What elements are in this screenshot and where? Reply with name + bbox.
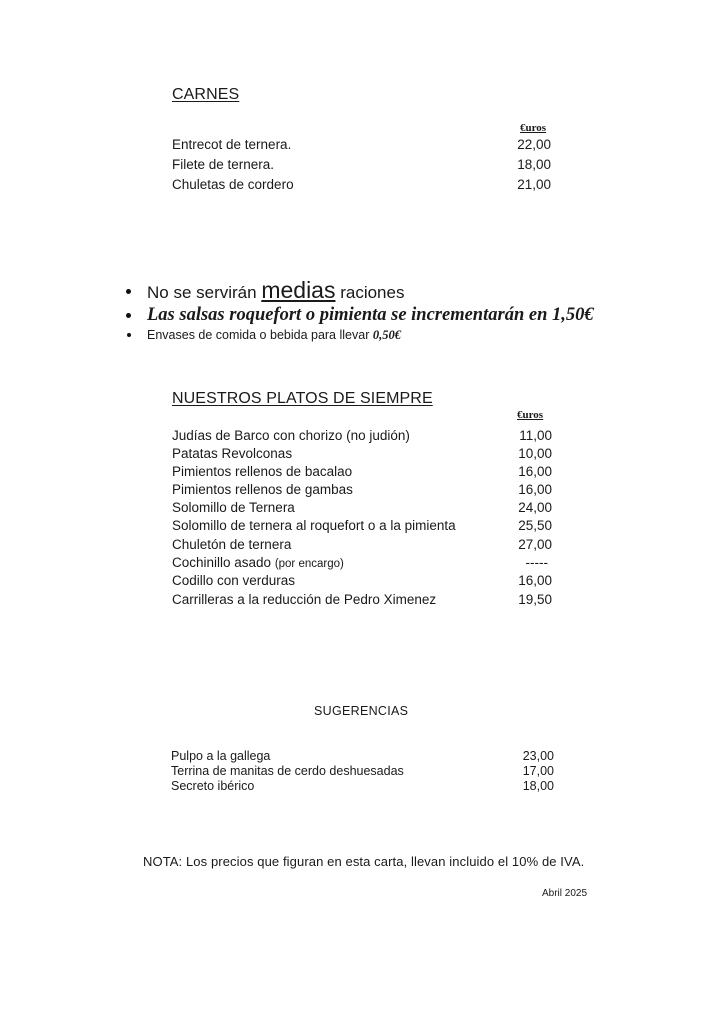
platos-item bbox=[172, 463, 552, 481]
sugerencias-title: SUGERENCIAS bbox=[314, 704, 409, 718]
platos-item bbox=[172, 499, 552, 517]
tax-note: NOTA: Los precios que figuran en esta carta, llevan incluido el 10% de IVA. bbox=[143, 854, 585, 869]
carnes-item bbox=[172, 176, 551, 194]
note-text: No se servirán bbox=[147, 283, 262, 302]
platos-item bbox=[172, 481, 552, 499]
item-name: Pulpo a la gallega bbox=[171, 749, 271, 763]
item-name bbox=[172, 554, 344, 573]
platos-item bbox=[172, 572, 552, 590]
item-name: Secreto ibérico bbox=[171, 779, 255, 793]
item-price: 19,50 bbox=[518, 592, 552, 607]
item-note: (por encargo) bbox=[274, 558, 344, 570]
platos-item bbox=[172, 536, 552, 554]
item-name: Filete de ternera. bbox=[172, 157, 275, 172]
bullet-icon bbox=[127, 333, 131, 337]
item-name: Pimientos rellenos de gambas bbox=[172, 482, 353, 497]
carnes-title: CARNES bbox=[172, 86, 240, 103]
note-medias-raciones bbox=[147, 278, 404, 305]
note-text: raciones bbox=[335, 283, 405, 302]
item-price: 11,00 bbox=[519, 428, 552, 443]
item-name: Carrilleras a la reducción de Pedro Ximenez bbox=[172, 592, 437, 607]
note-emphasis: medias bbox=[261, 277, 336, 303]
item-price: 17,00 bbox=[522, 764, 554, 778]
carnes-item bbox=[172, 156, 551, 174]
item-price: ----- bbox=[525, 555, 548, 570]
item-name: Solomillo de Ternera bbox=[172, 500, 295, 515]
note-envases bbox=[147, 327, 401, 343]
item-price: 16,00 bbox=[518, 573, 552, 588]
platos-item bbox=[172, 517, 552, 535]
platos-item bbox=[172, 554, 552, 572]
sugerencias-item bbox=[171, 749, 554, 764]
item-price: 18,00 bbox=[517, 157, 551, 172]
note-text: Envases de comida o bebida para llevar bbox=[147, 328, 373, 342]
carnes-item bbox=[172, 136, 551, 154]
platos-item bbox=[172, 427, 552, 445]
item-price: 18,00 bbox=[522, 779, 554, 793]
item-name: Chuletas de cordero bbox=[172, 177, 294, 192]
platos-item bbox=[172, 445, 552, 463]
platos-siempre-title: NUESTROS PLATOS DE SIEMPRE bbox=[172, 390, 433, 407]
note-price: 0,50€ bbox=[372, 328, 401, 342]
item-price: 24,00 bbox=[518, 500, 552, 515]
bullet-icon bbox=[126, 313, 131, 318]
item-name-text: Cochinillo asado bbox=[172, 555, 275, 570]
item-price: 25,50 bbox=[518, 518, 552, 533]
item-price: 16,00 bbox=[518, 464, 552, 479]
item-name: Codillo con verduras bbox=[172, 573, 296, 588]
item-name: Pimientos rellenos de bacalao bbox=[172, 464, 353, 479]
platos-item bbox=[172, 591, 552, 609]
date-label: Abril 2025 bbox=[542, 888, 588, 899]
item-name: Judías de Barco con chorizo (no judión) bbox=[172, 428, 410, 443]
carnes-currency-label: €uros bbox=[520, 122, 547, 134]
platos-currency-label: €uros bbox=[517, 409, 544, 421]
item-name: Patatas Revolconas bbox=[172, 446, 293, 461]
item-price: 10,00 bbox=[518, 446, 552, 461]
note-salsas: Las salsas roquefort o pimienta se incrementarán en 1,50€ bbox=[147, 305, 594, 325]
item-price: 21,00 bbox=[517, 177, 551, 192]
sugerencias-item bbox=[171, 764, 554, 779]
bullet-icon bbox=[126, 289, 131, 294]
item-name: Terrina de manitas de cerdo deshuesadas bbox=[171, 764, 404, 778]
item-name: Chuletón de ternera bbox=[172, 537, 292, 552]
item-name: Solomillo de ternera al roquefort o a la pimienta bbox=[172, 518, 456, 533]
item-price: 16,00 bbox=[518, 482, 552, 497]
item-price: 27,00 bbox=[518, 537, 552, 552]
item-price: 22,00 bbox=[517, 137, 551, 152]
item-name: Entrecot de ternera. bbox=[172, 137, 292, 152]
item-price: 23,00 bbox=[522, 749, 554, 763]
sugerencias-item bbox=[171, 779, 554, 794]
